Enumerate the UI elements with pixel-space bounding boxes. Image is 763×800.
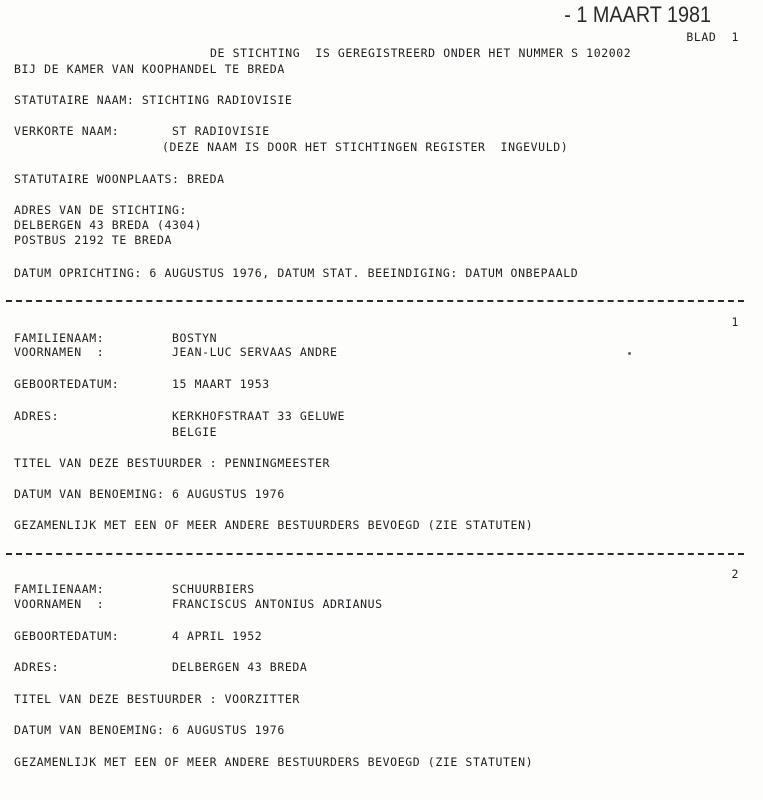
statutory-name: STATUTAIRE NAAM: STICHTING RADIOVISIE [14, 93, 293, 107]
foundation-dates: DATUM OPRICHTING: 6 AUGUSTUS 1976, DATUM STAT. BEEINDIGING: DATUM ONBEPAALD [14, 266, 579, 280]
authority-line: GEZAMENLIJK MET EEN OF MEER ANDERE BESTUURDERS BEVOEGD (ZIE STATUTEN) [14, 518, 534, 532]
section-divider [6, 553, 744, 555]
birthdate-value: 15 MAART 1953 [172, 377, 270, 391]
address-line1: DELBERGEN 43 BREDA [172, 660, 308, 674]
page-number: BLAD 1 [686, 30, 739, 44]
date-stamp: - 1 MAART 1981 [564, 2, 711, 27]
address-line1: KERKHOFSTRAAT 33 GELUWE [172, 409, 346, 423]
short-name-value: ST RADIOVISIE [172, 124, 270, 138]
surname-label: FAMILIENAAM: [14, 331, 105, 345]
address-label: ADRES: [14, 660, 60, 674]
birthdate-label: GEBOORTEDATUM: [14, 377, 120, 391]
firstnames-value: FRANCISCUS ANTONIUS ADRIANUS [172, 597, 383, 611]
director-title: TITEL VAN DEZE BESTUURDER : PENNINGMEESTER [14, 456, 330, 470]
foundation-address-line1: DELBERGEN 43 BREDA (4304) [14, 218, 203, 232]
foundation-address-label: ADRES VAN DE STICHTING: [14, 203, 188, 217]
appointment-date: DATUM VAN BENOEMING: 6 AUGUSTUS 1976 [14, 487, 285, 501]
short-name-note: (DEZE NAAM IS DOOR HET STICHTINGEN REGISTER INGEVULD) [162, 140, 569, 154]
authority-line: GEZAMENLIJK MET EEN OF MEER ANDERE BESTUURDERS BEVOEGD (ZIE STATUTEN) [14, 755, 534, 769]
firstnames-label: VOORNAMEN : [14, 597, 105, 611]
section-divider [6, 300, 744, 302]
address-label: ADRES: [14, 409, 60, 423]
short-name-label: VERKORTE NAAM: [14, 124, 120, 138]
foundation-address-line2: POSTBUS 2192 TE BREDA [14, 233, 172, 247]
director-number: 2 [731, 567, 739, 581]
firstnames-value: JEAN-LUC SERVAAS ANDRE [172, 345, 338, 359]
address-line2: BELGIE [172, 425, 218, 439]
registration-line: DE STICHTING IS GEREGISTREERD ONDER HET NUMMER S 102002 [210, 46, 632, 60]
surname-value: SCHUURBIERS [172, 582, 255, 596]
chamber-line: BIJ DE KAMER VAN KOOPHANDEL TE BREDA [14, 62, 285, 76]
statutory-residence: STATUTAIRE WOONPLAATS: BREDA [14, 172, 225, 186]
surname-label: FAMILIENAAM: [14, 582, 105, 596]
firstnames-label: VOORNAMEN : [14, 345, 105, 359]
director-number: 1 [731, 315, 739, 329]
appointment-date: DATUM VAN BENOEMING: 6 AUGUSTUS 1976 [14, 723, 285, 737]
birthdate-label: GEBOORTEDATUM: [14, 629, 120, 643]
surname-value: BOSTYN [172, 331, 218, 345]
director-title: TITEL VAN DEZE BESTUURDER : VOORZITTER [14, 692, 300, 706]
birthdate-value: 4 APRIL 1952 [172, 629, 263, 643]
scan-speck [628, 352, 631, 355]
